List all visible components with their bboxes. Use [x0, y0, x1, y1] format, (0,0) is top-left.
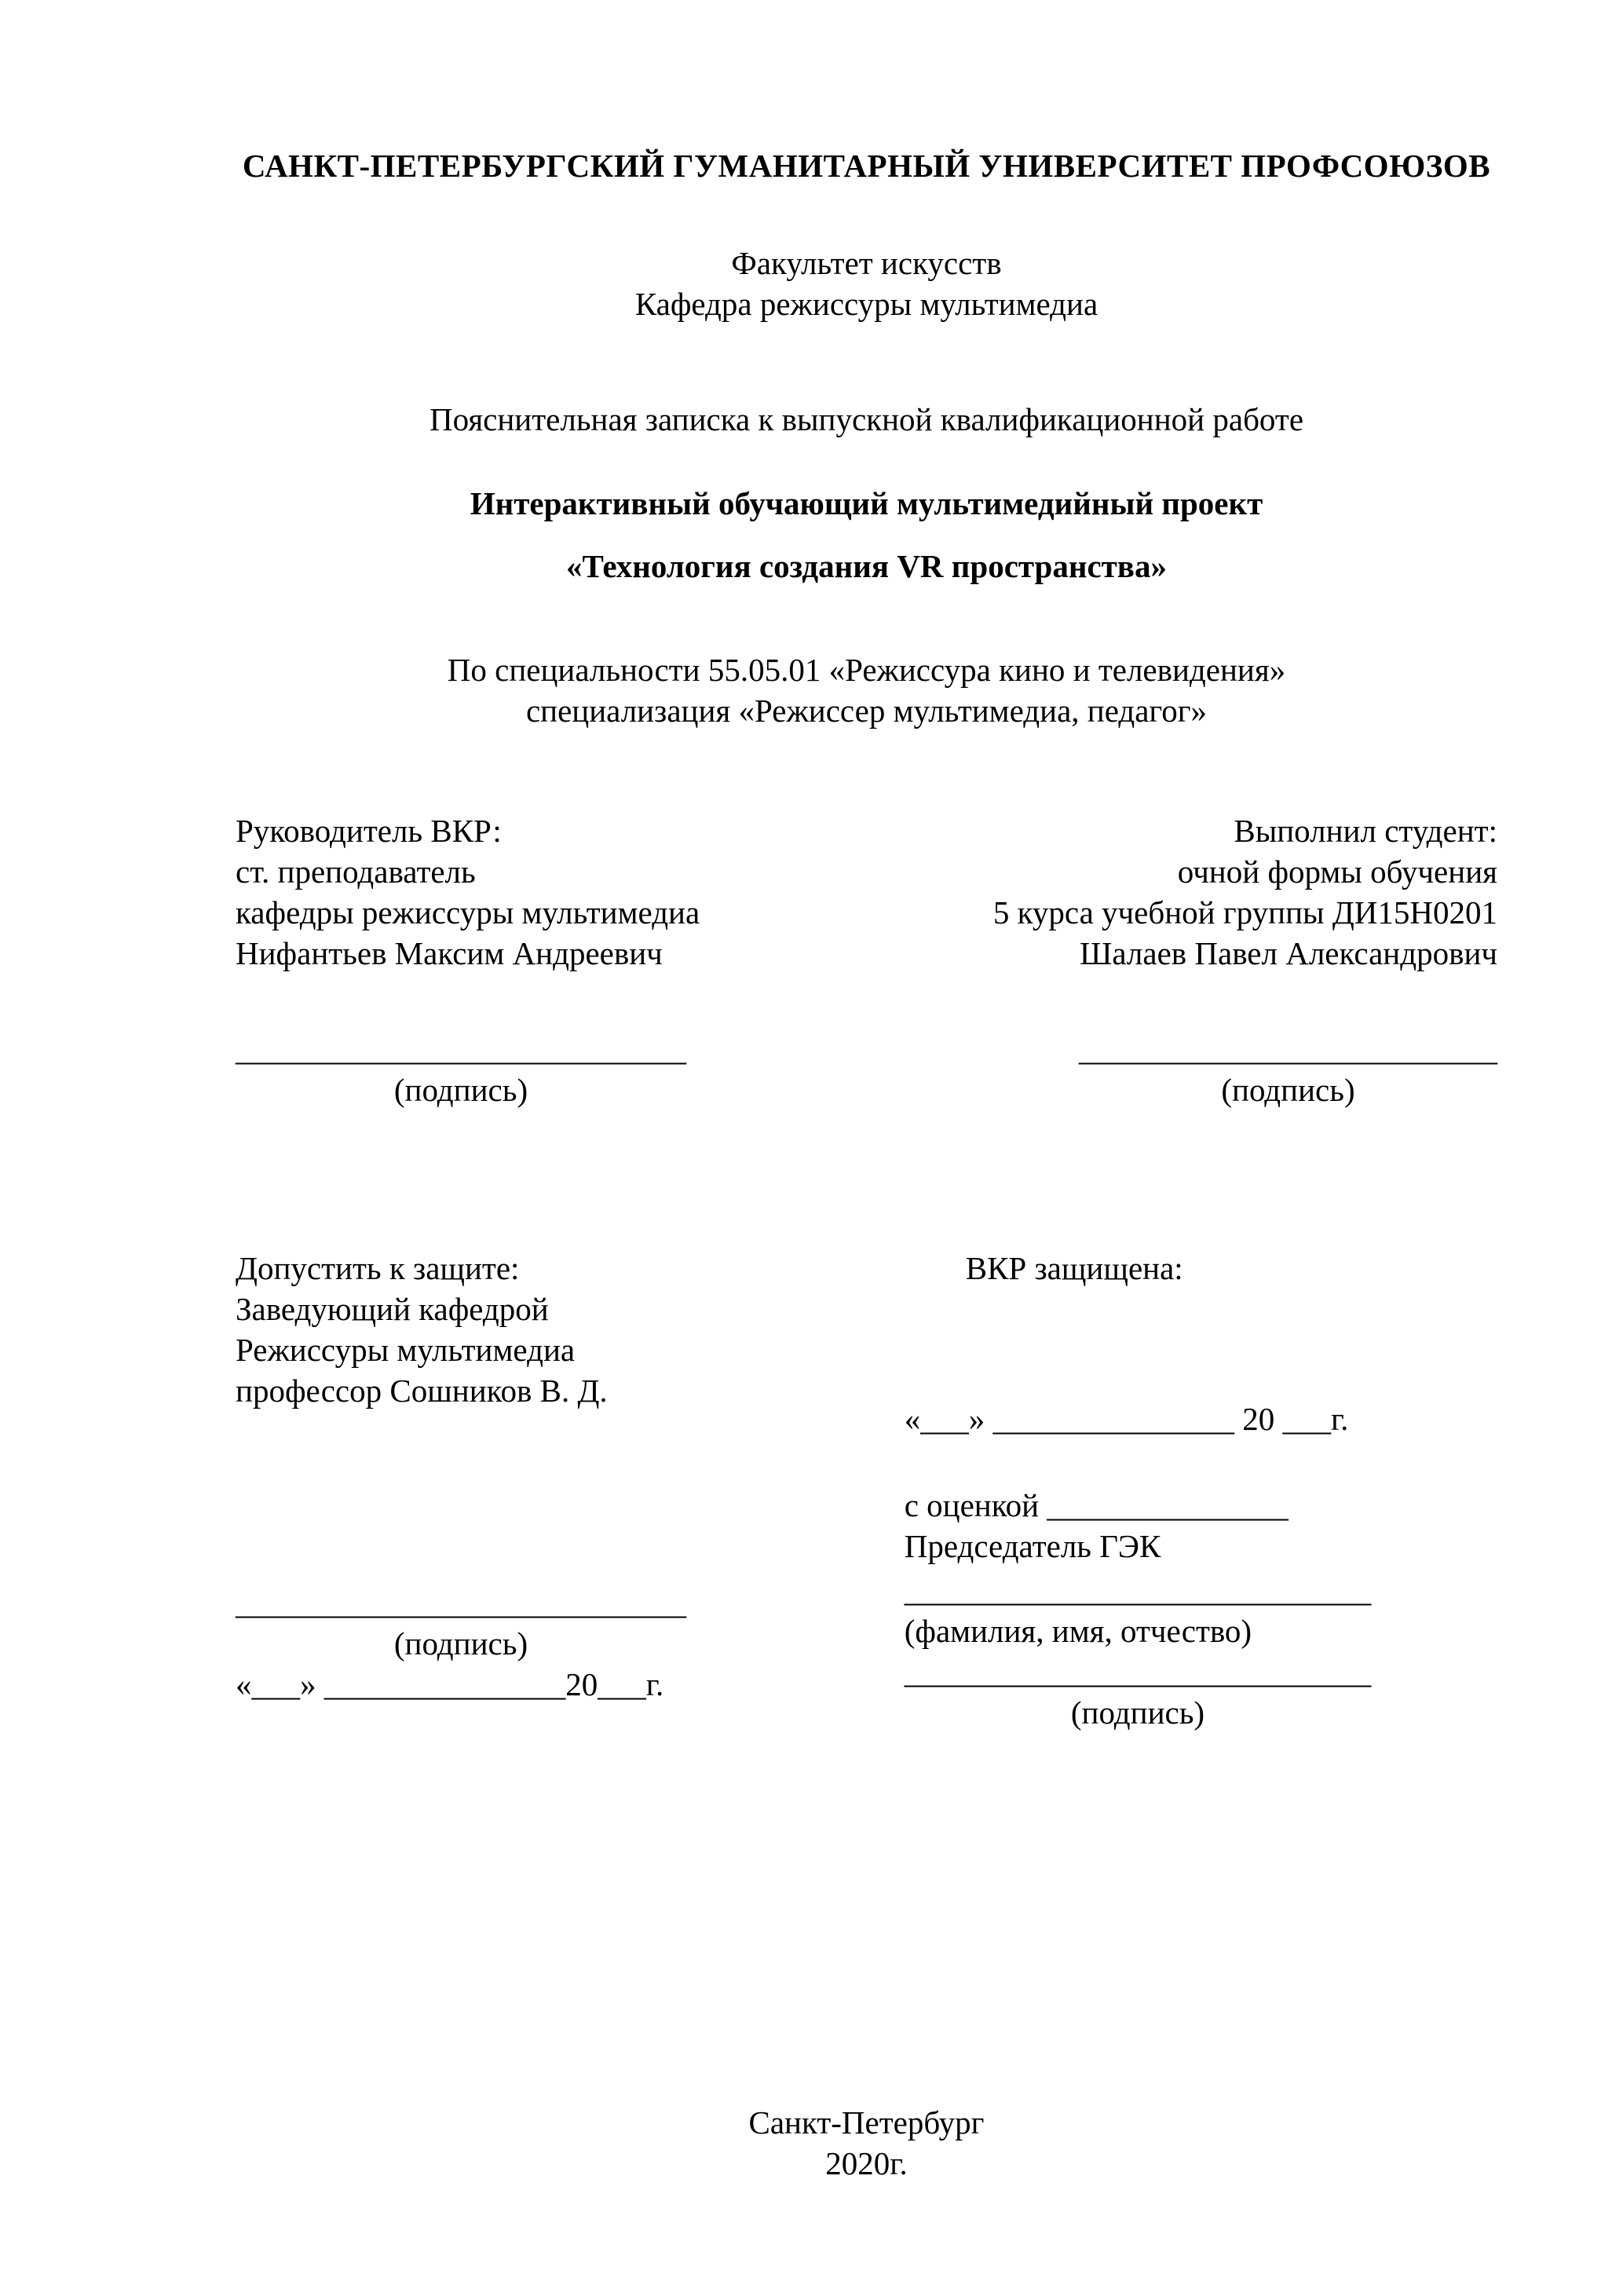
supervisor-signature-block	[236, 1029, 686, 1110]
work-title-line1: Интерактивный обучающий мультимедийный проект	[470, 485, 1263, 522]
specialty-line1: По специальности 55.05.01 «Режиссура кино и телевидения»	[447, 652, 1286, 689]
admission-signature-caption: (подпись)	[393, 1625, 528, 1662]
faculty-block	[236, 243, 1497, 324]
people-row	[236, 810, 1497, 974]
admission-position-line1: Заведующий кафедрой	[236, 1290, 549, 1327]
defense-grade-line: с оценкой _______________	[904, 1487, 1289, 1523]
year: 2020г.	[825, 2145, 908, 2182]
student-name: Шалаев Павел Александрович	[1080, 934, 1497, 971]
city: Санкт-Петербург	[748, 2104, 985, 2141]
university-name: САНКТ-ПЕТЕРБУРГСКИЙ ГУМАНИТАРНЫЙ УНИВЕРСИТЕТ ПРОФСОЮЗОВ	[242, 148, 1491, 184]
supervisor-block	[236, 810, 700, 974]
student-block	[993, 810, 1497, 974]
work-title-line2: «Технология создания VR пространства»	[566, 548, 1167, 585]
student-group: 5 курса учебной группы ДИ15Н0201	[992, 894, 1497, 930]
student-signature-block	[1079, 1029, 1497, 1110]
defense-block	[905, 1248, 1497, 1734]
supervisor-department: кафедры режиссуры мультимедиа	[236, 894, 700, 930]
department-name: Кафедра режиссуры мультимедиа	[634, 286, 1098, 323]
supervisor-label: Руководитель ВКР:	[236, 812, 502, 849]
chairman-signature-caption: (подпись)	[1070, 1695, 1205, 1731]
chairman-name-caption: (фамилия, имя, отчество)	[904, 1613, 1252, 1650]
admission-date-line: «___» _______________20___г.	[236, 1666, 664, 1703]
admission-signature-line: ____________________________	[236, 1585, 686, 1621]
specialty-block	[236, 649, 1497, 731]
admission-position-line2: Режиссуры мультимедиа	[236, 1332, 576, 1368]
specialty-line2: специализация «Режиссер мультимедиа, педагог»	[525, 693, 1208, 729]
admission-block	[236, 1248, 816, 1734]
chairman-name-block	[905, 1567, 1372, 1733]
student-signature-caption: (подпись)	[1221, 1071, 1355, 1108]
chairman-name-line: _____________________________	[904, 1572, 1372, 1609]
supervisor-signature-line: ____________________________	[236, 1030, 686, 1067]
admission-signature-block	[236, 1582, 686, 1705]
signatures-row	[236, 1029, 1497, 1110]
student-study-form: очной формы обучения	[1177, 853, 1497, 890]
student-label: Выполнил студент:	[1234, 812, 1497, 849]
defense-date-line: «___» _______________ 20 ___г.	[904, 1400, 1349, 1437]
defense-label: ВКР защищена:	[965, 1249, 1183, 1286]
student-signature-line: __________________________	[1079, 1030, 1497, 1067]
supervisor-signature-caption: (подпись)	[393, 1071, 528, 1108]
footer-block	[236, 2102, 1497, 2184]
admission-name: профессор Сошников В. Д.	[236, 1373, 608, 1409]
supervisor-name: Нифантьев Максим Андреевич	[236, 934, 663, 971]
defense-chairman-label: Председатель ГЭК	[904, 1528, 1161, 1565]
chairman-signature-line: _____________________________	[904, 1654, 1372, 1691]
document-type: Пояснительная записка к выпускной квалификационной работе	[429, 401, 1304, 438]
admission-label: Допустить к защите:	[236, 1249, 520, 1286]
faculty-name: Факультет искусств	[731, 245, 1002, 282]
supervisor-position: ст. преподаватель	[236, 853, 476, 890]
admission-defense-row	[236, 1248, 1497, 1734]
